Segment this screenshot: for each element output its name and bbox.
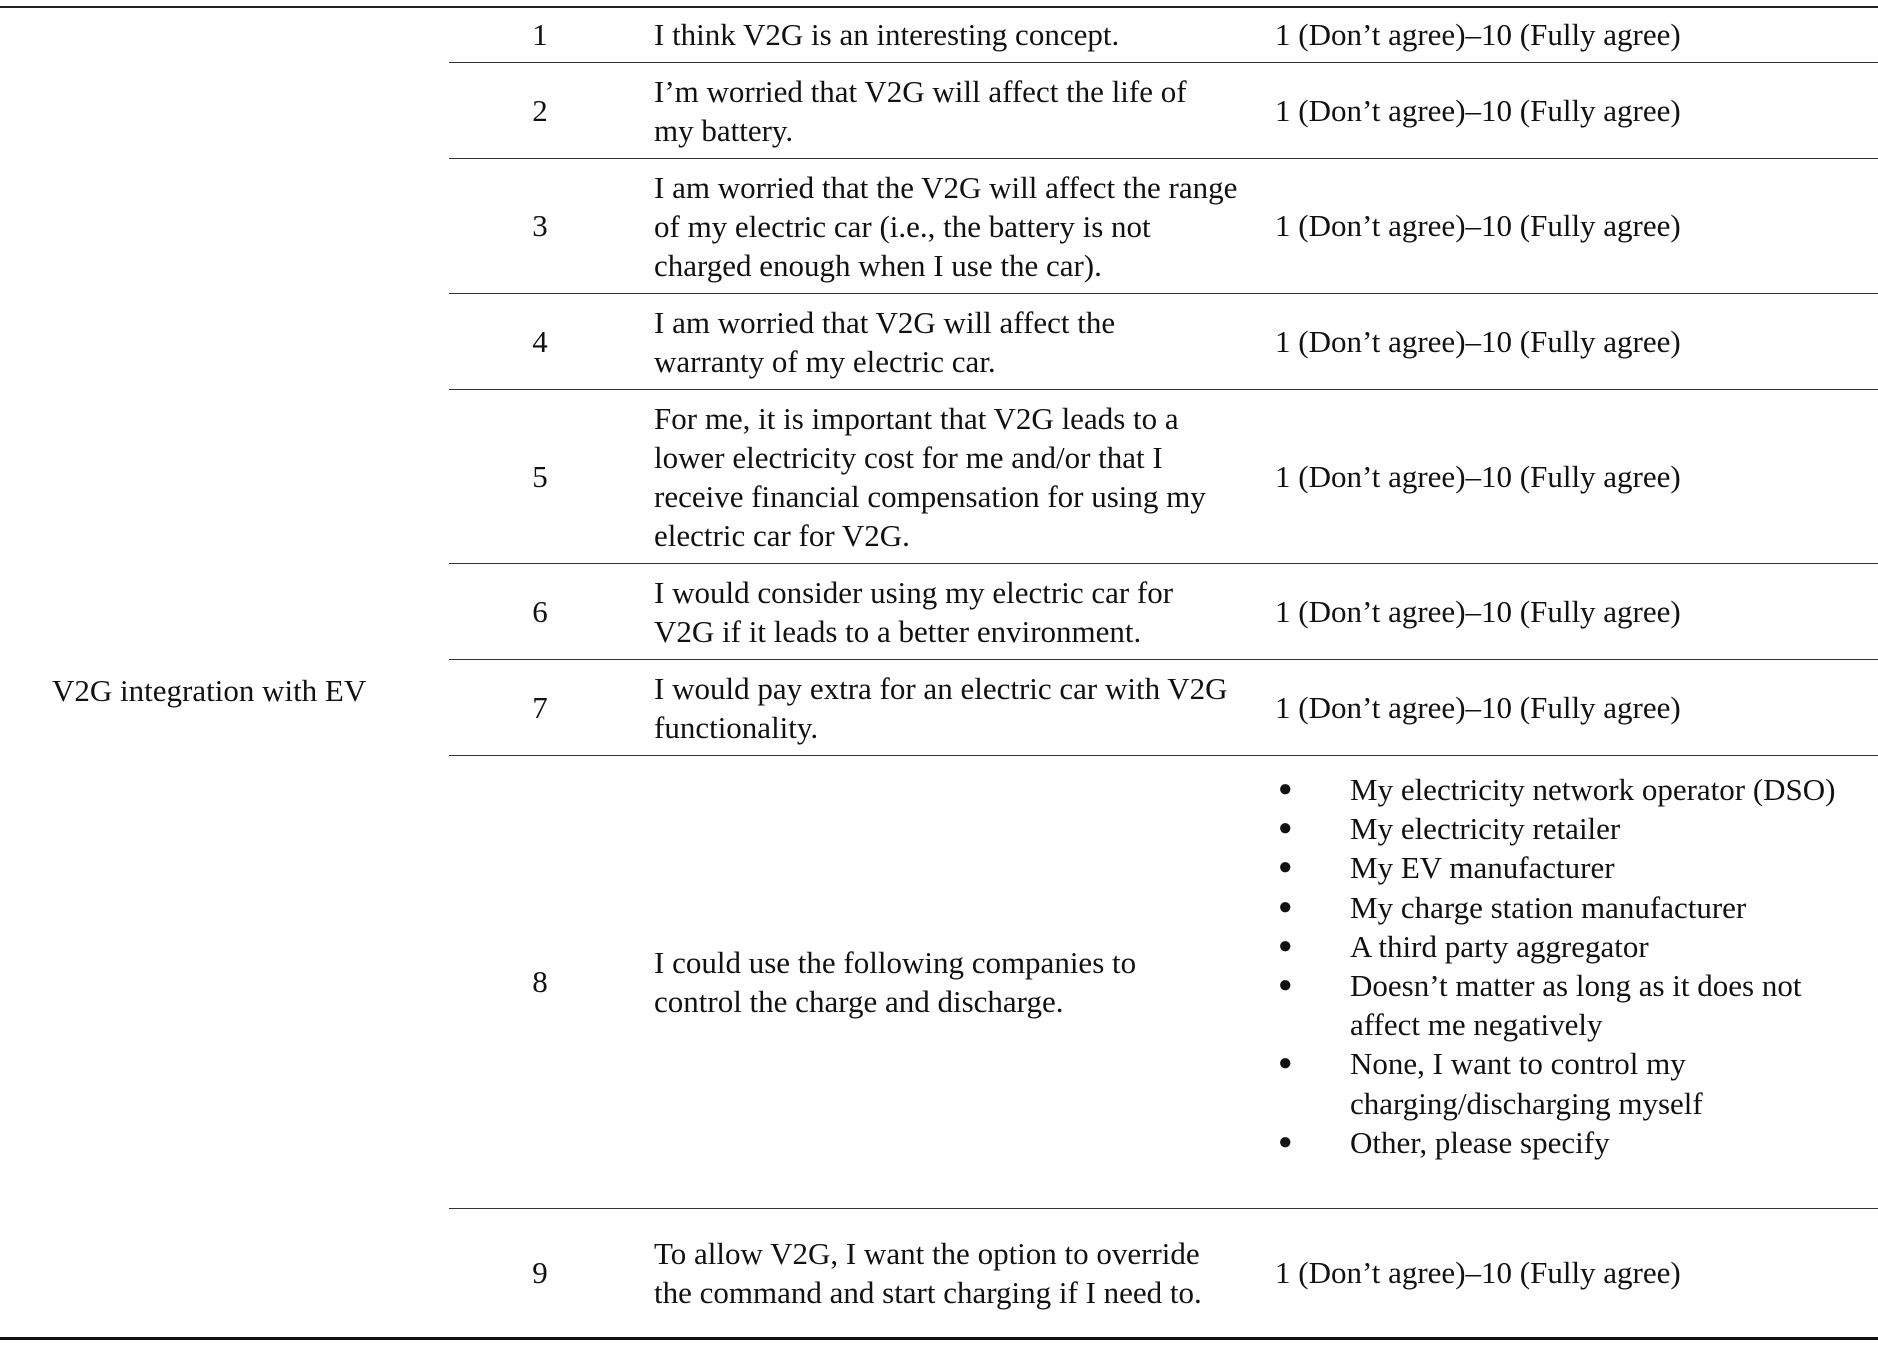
- bullet-icon: ●: [1278, 972, 1293, 999]
- question-number: 1: [532, 16, 548, 52]
- bullet-icon: ●: [1278, 815, 1293, 842]
- list-item: [1275, 966, 1878, 1044]
- response-scale: 1 (Don’t agree)–10 (Fully agree): [1275, 689, 1681, 725]
- table-bottom-rule: [0, 1337, 1878, 1340]
- question-text: For me, it is important that V2G leads to a lower electricity cost for me and/or that I receive financial compensation for using my electric car for V2G.: [654, 400, 1206, 553]
- option-label: My EV manufacturer: [1350, 850, 1615, 886]
- option-label: Doesn’t matter as long as it does not affect me negatively: [1350, 968, 1802, 1043]
- table-row: [449, 1209, 1878, 1337]
- option-list: [1275, 770, 1878, 1162]
- bullet-icon: ●: [1278, 854, 1293, 881]
- bullet-icon: ●: [1278, 932, 1293, 959]
- table-row: [449, 294, 1878, 390]
- question-text: I think V2G is an interesting concept.: [654, 17, 1120, 52]
- option-label: Other, please specify: [1350, 1124, 1610, 1160]
- question-text: I am worried that the V2G will affect the range of my electric car (i.e., the battery is not charged enough when I use the car).: [654, 169, 1238, 283]
- response-scale: 1 (Don’t agree)–10 (Fully agree): [1275, 593, 1681, 629]
- bullet-icon: ●: [1278, 776, 1293, 802]
- question-number: 6: [532, 593, 548, 629]
- table-row: [449, 7, 1878, 63]
- response-scale: 1 (Don’t agree)–10 (Fully agree): [1275, 92, 1681, 128]
- list-item: [1275, 809, 1878, 848]
- option-label: My electricity retailer: [1350, 811, 1621, 847]
- response-scale: 1 (Don’t agree)–10 (Fully agree): [1275, 1255, 1681, 1290]
- table-row: [449, 564, 1878, 660]
- question-number: 9: [532, 1255, 548, 1290]
- question-number: 5: [532, 458, 548, 494]
- question-number: 3: [532, 208, 548, 243]
- list-item: [1275, 848, 1878, 887]
- option-label: A third party aggregator: [1350, 928, 1649, 964]
- question-number: 8: [532, 964, 548, 999]
- response-scale: 1 (Don’t agree)–10 (Fully agree): [1275, 16, 1681, 52]
- table-row: [449, 756, 1878, 1209]
- option-label: My charge station manufacturer: [1350, 889, 1747, 925]
- table-row: [449, 390, 1878, 564]
- question-number: 2: [532, 92, 548, 128]
- bullet-icon: ●: [1278, 1050, 1293, 1077]
- list-item: [1275, 888, 1878, 927]
- table-row: [449, 159, 1878, 294]
- group-label: V2G integration with EV: [52, 673, 367, 708]
- table-row: [449, 660, 1878, 756]
- option-label: None, I want to control my charging/discharging myself: [1350, 1046, 1703, 1121]
- question-text: I am worried that V2G will affect the warranty of my electric car.: [654, 304, 1116, 379]
- list-item: [1275, 770, 1878, 809]
- list-item: [1275, 1123, 1878, 1162]
- question-text: I would consider using my electric car for V2G if it leads to a better environment.: [654, 574, 1174, 649]
- response-scale: 1 (Don’t agree)–10 (Fully agree): [1275, 323, 1681, 359]
- response-scale: 1 (Don’t agree)–10 (Fully agree): [1275, 458, 1681, 494]
- question-number: 4: [532, 323, 548, 359]
- response-scale: 1 (Don’t agree)–10 (Fully agree): [1275, 208, 1681, 243]
- bullet-icon: ●: [1278, 1128, 1293, 1155]
- list-item: [1275, 927, 1878, 966]
- option-label: My electricity network operator (DSO): [1350, 772, 1836, 807]
- table-row: [449, 63, 1878, 159]
- question-text: I could use the following companies to control the charge and discharge.: [654, 945, 1137, 1019]
- list-item: [1275, 1044, 1878, 1122]
- question-text: I’m worried that V2G will affect the life of my battery.: [654, 73, 1187, 148]
- question-text: I would pay extra for an electric car with V2G functionality.: [654, 670, 1228, 745]
- question-text: To allow V2G, I want the option to override the command and start charging if I need to.: [654, 1236, 1202, 1310]
- bullet-icon: ●: [1278, 893, 1293, 920]
- question-number: 7: [532, 689, 548, 725]
